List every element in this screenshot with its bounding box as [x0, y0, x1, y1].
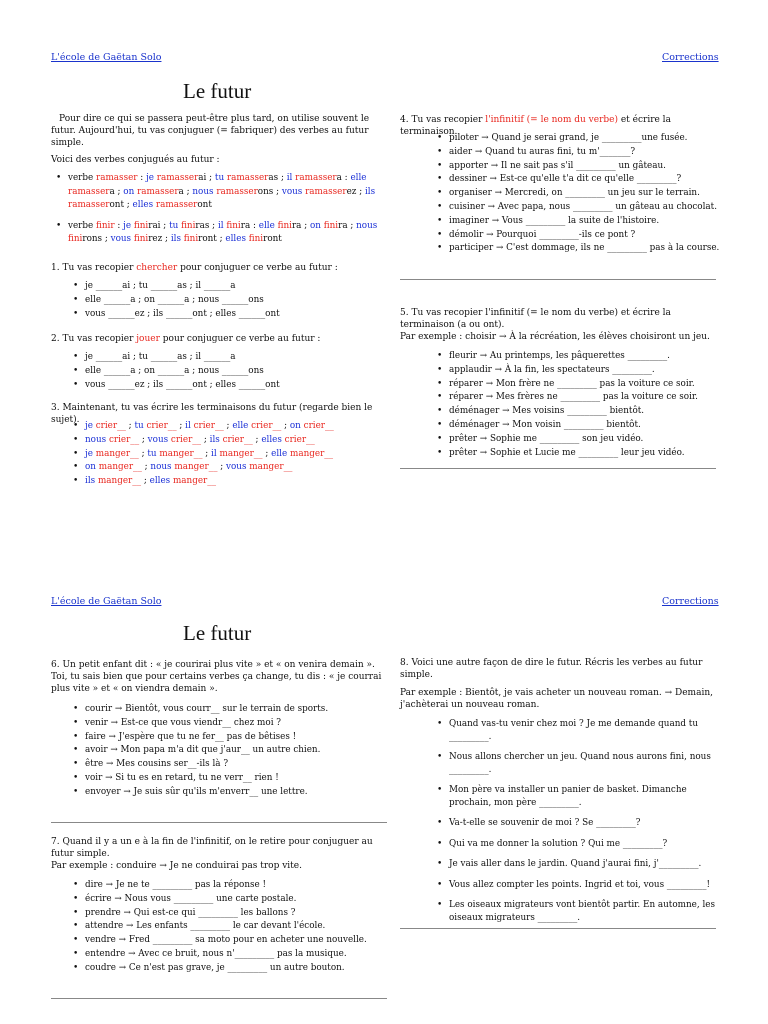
question-8: 8. Voici une autre façon de dire le futur. Récris les verbes au futur simple.: [400, 658, 703, 680]
intro-text: Pour dire ce qui se passera peut-être plus tard, on utilise souvent le futur. Aujourd'hui, tu vas conjuguer (= fabriquer) des verbes au futur simple.: [51, 114, 370, 148]
list-item: • fleurir → Au printemps, les pâquerettes _________.: [449, 350, 722, 364]
list-item: • coudre → Ce n'est pas grave, je _________ un autre bouton.: [85, 962, 388, 976]
list-item: • organiser → Mercredi, on _________ un jeu sur le terrain.: [449, 187, 722, 201]
page-title-2: Le futur: [183, 621, 252, 645]
list-item: • Je vais aller dans le jardin. Quand j'aurai fini, j'_________.: [449, 858, 722, 871]
list-item: • je crier__ ; tu crier__ ; il crier__ ; elle crier__ ; on crier__: [85, 420, 388, 434]
q8-example: Par exemple : Bientôt, je vais acheter un nouveau roman. → Demain, j'achèterai un nouveau roman.: [400, 688, 713, 710]
list-item: • dessiner → Est-ce qu'elle t'a dit ce qu'elle _________?: [449, 173, 722, 187]
q7-example: Par exemple : conduire → Je ne conduirai pas trop vite.: [51, 861, 302, 871]
q2-list: [68, 351, 280, 392]
list-item: • vendre → Fred _________ sa moto pour en acheter une nouvelle.: [85, 934, 388, 948]
list-item: • je manger__ ; tu manger__ ; il manger__ ; elle manger__: [85, 448, 388, 462]
list-item: • réparer → Mon frère ne _________ pas la voiture ce soir.: [449, 378, 722, 392]
divider: [51, 822, 387, 823]
corrections-link[interactable]: Corrections: [662, 52, 719, 63]
corrections-link-2[interactable]: Corrections: [662, 596, 719, 607]
q1-list: [68, 280, 280, 321]
list-item: • avoir → Mon papa m'a dit que j'aur__ un autre chien.: [85, 744, 388, 758]
list-item: • prêter → Sophie me _________ son jeu vidéo.: [449, 433, 722, 447]
list-item: • courir → Bientôt, vous courr__ sur le terrain de sports.: [85, 703, 388, 717]
list-item: • piloter → Quand je serai grand, je _________une fusée.: [449, 132, 722, 146]
example-finir: • verbe finir : je finirai ; tu finiras ; il finira : elle finira ; on finira ; nous finirons ; vous finirez ; ils finiront ; elles finiront: [68, 220, 391, 247]
list-item: • prendre → Qui est-ce qui _________ les ballons ?: [85, 907, 388, 921]
list-item: • réparer → Mes frères ne _________ pas la voiture ce soir.: [449, 391, 722, 405]
q7-list: [68, 879, 388, 976]
list-item: • Qui va me donner la solution ? Qui me _________?: [449, 838, 722, 851]
list-item: • dire → Je ne te _________ pas la réponse !: [85, 879, 388, 893]
question-5: 5. Tu vas recopier l'infinitif (= le nom du verbe) et écrire la terminaison (a ou ont).: [400, 308, 671, 330]
list-item: • démolir → Pourquoi _________-ils ce pont ?: [449, 229, 722, 243]
question-1: 1. Tu vas recopier chercher pour conjuguer ce verbe au futur :: [51, 263, 338, 273]
list-item: • vous ______ez ; ils ______ont ; elles ______ont: [85, 379, 280, 393]
question-6: 6. Un petit enfant dit : « je courirai plus vite » et « on venira demain ». Toi, tu sais bien que pour certains verbes ça change, tu dis : « je courrai plus vite » et « on viendra demain ».: [51, 660, 382, 694]
list-item: • aider → Quand tu auras fini, tu m'_______?: [449, 146, 722, 160]
list-item: • attendre → Les enfants _________ le car devant l'école.: [85, 920, 388, 934]
list-item: • Va-t-elle se souvenir de moi ? Se _________?: [449, 817, 722, 830]
list-item: • voir → Si tu es en retard, tu ne verr__ rien !: [85, 772, 388, 786]
list-item: • Vous allez compter les points. Ingrid et toi, vous _________!: [449, 879, 722, 892]
list-item: • écrire → Nous vous _________ une carte postale.: [85, 893, 388, 907]
list-item: • imaginer → Vous _________ la suite de l'histoire.: [449, 215, 722, 229]
list-item: • Nous allons chercher un jeu. Quand nous aurons fini, nous _________.: [449, 751, 722, 776]
question-4: 4. Tu vas recopier l'infinitif (= le nom du verbe) et écrire la terminaison.: [400, 115, 671, 137]
list-item: • ils manger__ ; elles manger__: [85, 475, 388, 489]
list-item: • je ______ai ; tu ______as ; il ______a: [85, 351, 280, 365]
question-2: 2. Tu vas recopier jouer pour conjuguer ce verbe au futur :: [51, 334, 321, 344]
list-item: • elle ______a ; on ______a ; nous ______ons: [85, 294, 280, 308]
divider: [51, 998, 387, 999]
list-item: • prêter → Sophie et Lucie me _________ leur jeu vidéo.: [449, 447, 722, 461]
q6-list: [68, 703, 388, 800]
list-item: • applaudir → À la fin, les spectateurs _________.: [449, 364, 722, 378]
list-item: • déménager → Mes voisins _________ bientôt.: [449, 405, 722, 419]
list-item: • Mon père va installer un panier de basket. Dimanche prochain, mon père _________.: [449, 784, 722, 809]
divider: [400, 928, 716, 929]
conjugation-examples: [51, 172, 391, 247]
divider: [400, 279, 716, 280]
q4-list: [432, 132, 722, 256]
school-link-2[interactable]: L'école de Gaëtan Solo: [51, 596, 162, 607]
q5-list: [432, 350, 722, 460]
list-item: • elle ______a ; on ______a ; nous ______ons: [85, 365, 280, 379]
list-item: • envoyer → Je suis sûr qu'ils m'enverr__ une lettre.: [85, 786, 388, 800]
list-item: • apporter → Il ne sait pas s'il _________ un gâteau.: [449, 160, 722, 174]
list-item: • je ______ai ; tu ______as ; il ______a: [85, 280, 280, 294]
list-item: • vous ______ez ; ils ______ont ; elles ______ont: [85, 308, 280, 322]
divider: [400, 468, 716, 469]
list-item: • déménager → Mon voisin _________ bientôt.: [449, 419, 722, 433]
list-item: • on manger__ ; nous manger__ ; vous manger__: [85, 461, 388, 475]
list-item: • Les oiseaux migrateurs vont bientôt partir. En automne, les oiseaux migrateurs _________.: [449, 899, 722, 924]
list-item: • nous crier__ ; vous crier__ ; ils crier__ ; elles crier__: [85, 434, 388, 448]
q5-example: Par exemple : choisir → À la récréation, les élèves choisiront un jeu.: [400, 332, 710, 342]
school-link[interactable]: L'école de Gaëtan Solo: [51, 52, 162, 63]
examples-intro: Voici des verbes conjugués au futur :: [51, 155, 220, 165]
list-item: • Quand vas-tu venir chez moi ? Je me demande quand tu _________.: [449, 718, 722, 743]
example-ramasser: • verbe ramasser : je ramasserai ; tu ramasseras ; il ramassera : elle ramassera ; on ramassera ; nous ramasserons ; vous ramasserez ; ils ramasseront ; elles ramasseront: [68, 172, 391, 213]
question-3: 3. Maintenant, tu vas écrire les terminaisons du futur (regarde bien le sujet).: [51, 403, 373, 425]
list-item: • être → Mes cousins ser__-ils là ?: [85, 758, 388, 772]
list-item: • venir → Est-ce que vous viendr__ chez moi ?: [85, 717, 388, 731]
list-item: • cuisiner → Avec papa, nous _________ un gâteau au chocolat.: [449, 201, 722, 215]
list-item: • participer → C'est dommage, ils ne _________ pas à la course.: [449, 242, 722, 256]
page-title: Le futur: [183, 79, 252, 103]
list-item: • faire → J'espère que tu ne fer__ pas de bêtises !: [85, 731, 388, 745]
list-item: • entendre → Avec ce bruit, nous n'_________ pas la musique.: [85, 948, 388, 962]
q3-list: [68, 420, 388, 489]
question-7: 7. Quand il y a un e à la fin de l'infinitif, on le retire pour conjuguer au futur simple.: [51, 837, 373, 859]
q8-list: [432, 718, 722, 924]
